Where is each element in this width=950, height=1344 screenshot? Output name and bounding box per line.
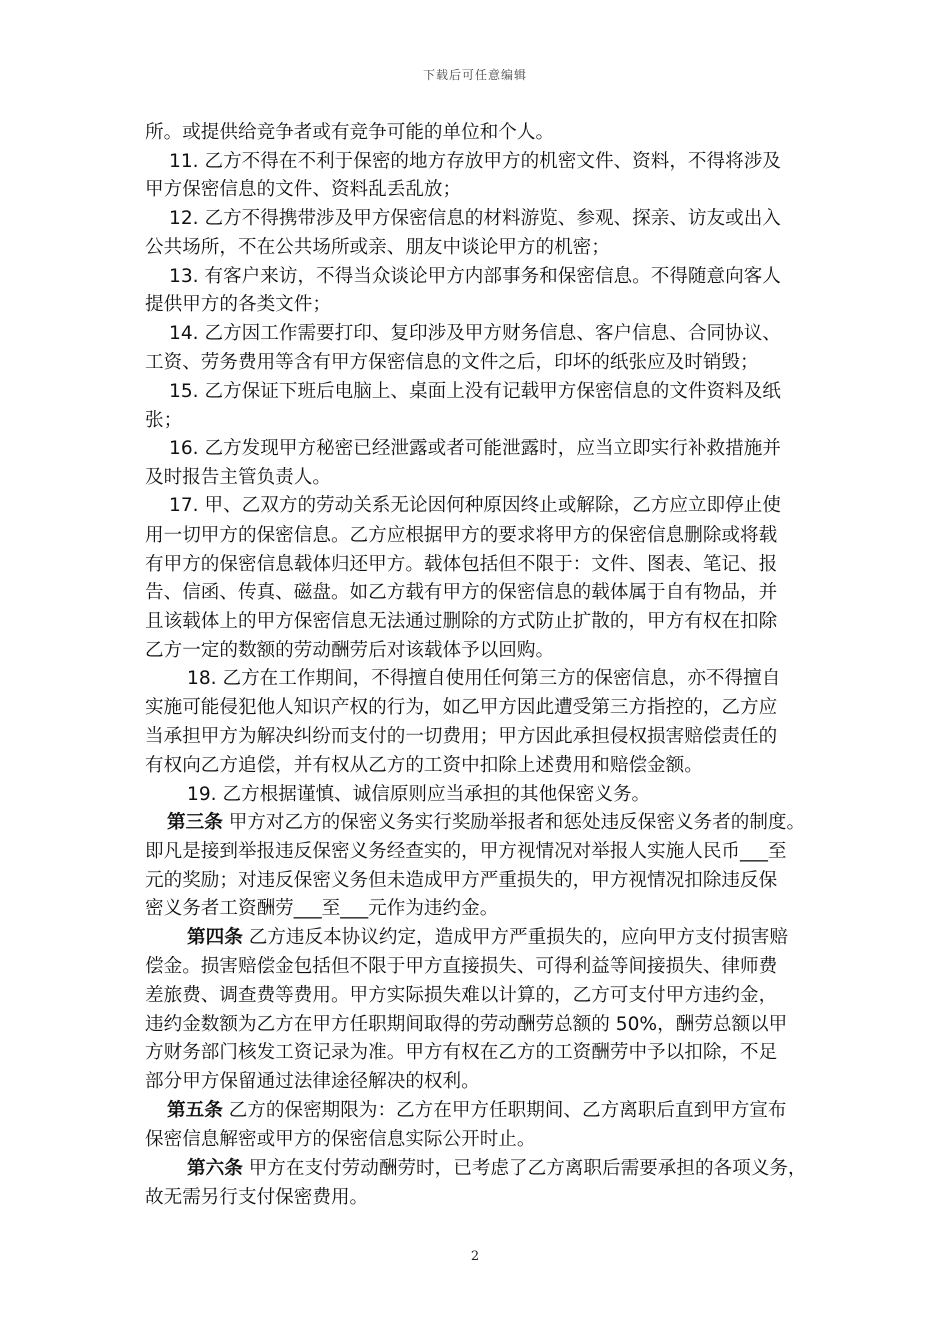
line-text: 实施可能侵犯他人知识产权的行为，如乙甲方因此遭受第三方指控的，乙方应 bbox=[145, 697, 778, 718]
line-text: 告、信函、传真、磁盘。如乙方载有甲方的保密信息的载体属于自有物品，并 bbox=[145, 582, 778, 603]
line-text: 乙方的保密期限为：乙方在甲方任职期间、乙方离职后直到甲方宣布 bbox=[222, 1100, 787, 1121]
text-line bbox=[145, 1186, 368, 1210]
article-heading: 第五条 bbox=[167, 1100, 223, 1121]
text-line bbox=[145, 1128, 535, 1152]
text-line bbox=[167, 811, 805, 835]
article-heading: 第四条 bbox=[187, 927, 243, 948]
line-text: 工资、劳务费用等含有甲方保密信息的文件之后，印坏的纸张应及时销毁； bbox=[145, 352, 759, 373]
text-line bbox=[145, 897, 498, 921]
text-line bbox=[145, 1013, 787, 1037]
text-line bbox=[145, 725, 777, 749]
line-text: 11. 乙方不得在不利于保密的地方存放甲方的机密文件、资料，不得将涉及 bbox=[169, 151, 781, 172]
text-line bbox=[169, 494, 781, 518]
text-line bbox=[145, 466, 331, 490]
line-text: 且该载体上的甲方保密信息无法通过删除的方式防止扩散的，甲方有权在扣除 bbox=[145, 611, 778, 632]
text-line bbox=[145, 236, 610, 260]
text-line bbox=[145, 869, 777, 893]
text-line bbox=[145, 696, 777, 720]
line-text: 13. 有客户来访，不得当众谈论甲方内部事务和保密信息。不得随意向客人 bbox=[169, 266, 781, 287]
text-line bbox=[145, 1041, 777, 1065]
text-line bbox=[187, 783, 650, 807]
text-line bbox=[145, 639, 554, 663]
text-line bbox=[145, 984, 777, 1008]
line-text: 15. 乙方保证下班后电脑上、桌面上没有记载甲方保密信息的文件资料及纸 bbox=[169, 381, 781, 402]
text-line bbox=[145, 1070, 480, 1094]
line-text: 偿金。损害赔偿金包括但不限于甲方直接损失、可得利益等间接损失、律师费 bbox=[145, 956, 778, 977]
text-line bbox=[145, 121, 554, 145]
page-number: 2 bbox=[470, 1249, 480, 1264]
text-line bbox=[145, 955, 777, 979]
line-text: 差旅费、调查费等费用。甲方实际损失难以计算的，乙方可支付甲方违约金， bbox=[145, 985, 778, 1006]
page-header: 下载后可任意编辑 bbox=[422, 68, 527, 82]
line-text: 部分甲方保留通过法律途径解决的权利。 bbox=[145, 1071, 480, 1092]
text-line bbox=[145, 351, 759, 375]
line-text: 16. 乙方发现甲方秘密已经泄露或者可能泄露时，应当立即实行补救措施并 bbox=[169, 438, 781, 459]
text-line bbox=[169, 322, 781, 346]
line-text: 乙方违反本协议约定，造成甲方严重损失的，应向甲方支付损害赔 bbox=[242, 927, 788, 948]
text-line bbox=[169, 207, 781, 231]
text-line bbox=[145, 581, 777, 605]
text-line bbox=[187, 667, 780, 691]
line-text: 12. 乙方不得携带涉及甲方保密信息的材料游览、参观、探亲、访友或出入 bbox=[169, 208, 781, 229]
text-line bbox=[145, 840, 787, 864]
text-line bbox=[145, 754, 703, 778]
text-line bbox=[169, 380, 781, 404]
line-text: 有甲方的保密信息载体归还甲方。载体包括但不限于：文件、图表、笔记、报 bbox=[145, 554, 778, 575]
article-heading: 第六条 bbox=[187, 1158, 243, 1179]
text-line bbox=[187, 926, 788, 950]
text-line bbox=[167, 1099, 787, 1123]
line-text: 用一切甲方的保密信息。乙方应根据甲方的要求将甲方的保密信息删除或将载 bbox=[145, 525, 778, 546]
text-line bbox=[145, 524, 777, 548]
line-text: 17. 甲、乙双方的劳动关系无论因何种原因终止或解除，乙方应立即停止使 bbox=[169, 495, 781, 516]
line-text: 甲方在支付劳动酬劳时，已考虑了乙方离职后需要承担的各项义务， bbox=[242, 1158, 807, 1179]
line-text: 当承担甲方为解决纠纷而支付的一切费用；甲方因此承担侵权损害赔偿责任的 bbox=[145, 726, 778, 747]
line-text: 即凡是接到举报违反保密义务经查实的，甲方视情况对举报人实施人民币___至 bbox=[145, 841, 787, 862]
text-line bbox=[145, 553, 777, 577]
line-text: 提供甲方的各类文件； bbox=[145, 294, 331, 315]
line-text: 所。或提供给竞争者或有竞争可能的单位和个人。 bbox=[145, 122, 555, 143]
line-text: 故无需另行支付保密费用。 bbox=[145, 1187, 369, 1208]
line-text: 及时报告主管负责人。 bbox=[145, 467, 331, 488]
text-line bbox=[187, 1157, 807, 1181]
line-text: 有权向乙方追偿，并有权从乙方的工资中扣除上述费用和赔偿金额。 bbox=[145, 755, 703, 776]
line-text: 19. 乙方根据谨慎、诚信原则应当承担的其他保密义务。 bbox=[187, 784, 651, 805]
line-text: 14. 乙方因工作需要打印、复印涉及甲方财务信息、客户信息、合同协议、 bbox=[169, 323, 781, 344]
line-text: 甲方对乙方的保密义务实行奖励举报者和惩处违反保密义务者的制度。 bbox=[222, 812, 806, 833]
text-line bbox=[145, 178, 461, 202]
line-text: 元的奖励；对违反保密义务但未造成甲方严重损失的，甲方视情况扣除违反保 bbox=[145, 870, 778, 891]
line-text: 方财务部门核发工资记录为准。甲方有权在乙方的工资酬劳中予以扣除，不足 bbox=[145, 1042, 778, 1063]
line-text: 保密信息解密或甲方的保密信息实际公开时止。 bbox=[145, 1129, 536, 1150]
text-line bbox=[169, 265, 781, 289]
text-line bbox=[145, 409, 182, 433]
text-line bbox=[145, 610, 777, 634]
line-text: 公共场所，不在公共场所或亲、朋友中谈论甲方的机密； bbox=[145, 237, 610, 258]
line-text: 张； bbox=[145, 410, 183, 431]
line-text: 密义务者工资酬劳___至___元作为违约金。 bbox=[145, 898, 499, 919]
text-line bbox=[169, 437, 781, 461]
article-heading: 第三条 bbox=[167, 812, 223, 833]
text-line bbox=[169, 150, 781, 174]
line-text: 违约金数额为乙方在甲方任职期间取得的劳动酬劳总额的 50%，酬劳总额以甲 bbox=[145, 1014, 788, 1035]
line-text: 18. 乙方在工作期间，不得擅自使用任何第三方的保密信息，亦不得擅自 bbox=[187, 668, 781, 689]
line-text: 乙方一定的数额的劳动酬劳后对该载体予以回购。 bbox=[145, 640, 555, 661]
text-line bbox=[145, 293, 331, 317]
line-text: 甲方保密信息的文件、资料乱丢乱放； bbox=[145, 179, 462, 200]
